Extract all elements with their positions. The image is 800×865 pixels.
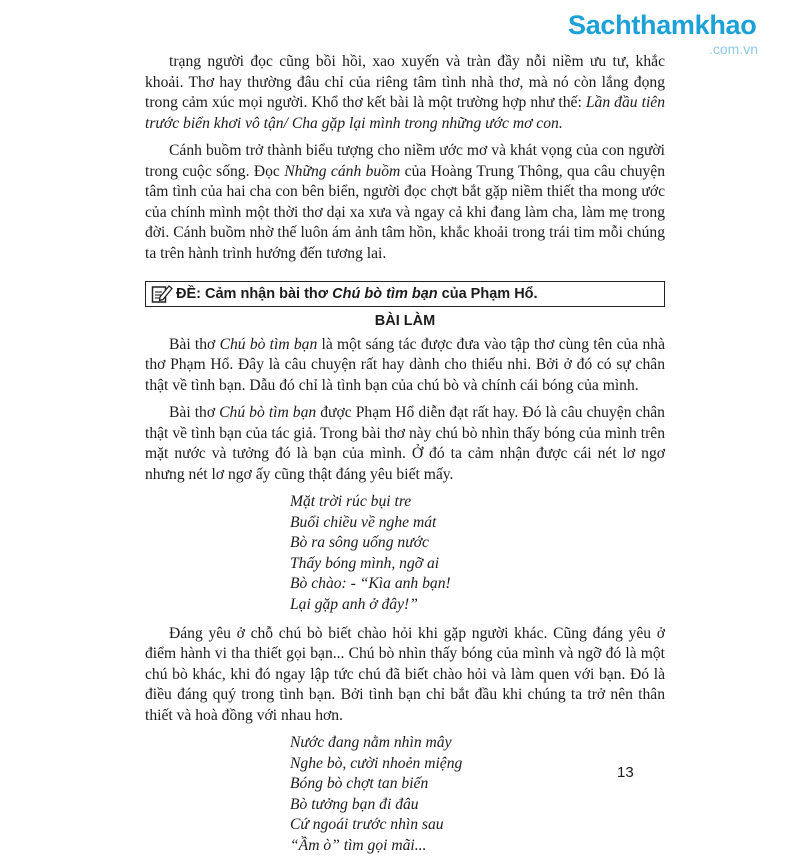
body-paragraph-1 — [145, 335, 665, 397]
body-p2-text-a: Bài thơ — [169, 404, 220, 421]
answer-heading: BÀI LÀM — [374, 313, 436, 329]
page-content — [145, 52, 665, 865]
body-p1-text-b: là một sáng tác được đưa vào tập thơ cùng tên của nhà thơ Phạm Hổ. Đây là câu chuyện rất hay dành cho thiếu nhi. Bởi ở đó có sự chân thật về tình bạn. Dẫu đó chỉ là tình bạn của chú bò và chính cái bóng của mình. — [145, 335, 665, 394]
logo-main-text: Sachthamkhao — [568, 10, 757, 40]
poem-line: Bò ra sông uống nước — [290, 534, 429, 552]
intro-paragraph-1 — [145, 52, 665, 134]
exam-prompt-title — [176, 284, 538, 305]
body-p1-poem-title: Chú bò tìm bạn — [219, 335, 318, 353]
intro-p1-text: trạng người đọc cũng bồi hồi, xao xuyến và tràn đầy nỗi niềm ưu tư, khắc khoải. Thơ hay thường đâu chỉ của riêng tâm tình nhà thơ, mà nó còn lắng đọng trong cảm xúc mọi người. Khổ thơ kết bài là một trường hợp như thế: — [145, 53, 665, 111]
exam-poem-title: Chú bò tìm bạn — [332, 285, 438, 302]
pencil-paper-icon — [148, 282, 176, 306]
body-p1-text-a: Bài thơ — [169, 335, 220, 353]
poem-line: Cứ ngoái trước nhìn sau — [290, 816, 444, 834]
intro-p1-quote: Lần đầu tiên trước biển khơi vô tận/ Cha gặp lại mình trong những ước mơ con. — [145, 94, 665, 132]
body-p2-poem-title: Chú bò tìm bạn — [219, 404, 317, 421]
poem-line: Nghe bò, cười nhoẻn miệng — [290, 754, 463, 772]
poem-excerpt-2 — [145, 733, 665, 857]
poem-line: Bò tưởng bạn đi đâu — [290, 795, 419, 813]
poem-line: Bò chào: - “Kìa anh bạn! — [290, 575, 451, 593]
exam-prefix: ĐỀ: Cảm nhận bài thơ — [176, 285, 333, 302]
intro-p2-text-a: Cánh buồm trở thành biểu tượng cho niềm ước mơ và khát vọng của con người trong cuộc sống. Đọc — [145, 142, 665, 180]
body-paragraph-2 — [145, 403, 665, 485]
intro-paragraph-2 — [145, 141, 665, 264]
intro-p2-work-title: Những cánh buồm — [284, 162, 401, 180]
exam-prompt-box — [145, 281, 665, 307]
poem-line: “Ầm ò” tìm gọi mãi... — [290, 837, 427, 855]
poem-excerpt-1 — [145, 492, 665, 616]
poem-line: Mặt trời rúc bụi tre — [290, 493, 412, 510]
poem-line: Bóng bò chợt tan biến — [290, 775, 429, 793]
poem-line: Nước đang nằm nhìn mây — [290, 734, 452, 752]
poem-line: Lại gặp anh ở đây!” — [290, 595, 418, 613]
poem-line: Thấy bóng mình, ngỡ ai — [290, 554, 440, 572]
body-p2-text-b: được Phạm Hổ diễn đạt rất hay. Đó là câu chuyện chân thật về tình bạn của tác giả. Trong bài thơ này chú bò nhìn thấy bóng của mình trên mặt nước và tưởng đó là bạn của mình. Ở đó ta cảm nhận được cái nét lơ ngơ nhưng nét lơ ngơ ấy cũng thật đáng yêu biết mấy. — [145, 404, 665, 483]
poem-line: Buổi chiều về nghe mát — [290, 513, 437, 531]
exam-suffix: của Phạm Hổ. — [437, 285, 538, 302]
page-number: 13 — [617, 764, 634, 781]
logo-domain-text: .com.vn — [709, 41, 759, 57]
body-paragraph-3: Đáng yêu ở chỗ chú bò biết chào hỏi khi gặp người khác. Cũng đáng yêu ở điểm hành vi tha thiết gọi bạn... Chú bò nhìn thấy bóng của mình và ngỡ đó là một chú bò khác, khi đó ngay lập tức chú đã biết chào hỏi và làm quen với bạn. Đó là điều đáng quý trong tình bạn. Bởi tình bạn chỉ bắt đầu khi chúng ta trở nên thân thiết và hoà đồng với nhau hơn. — [145, 624, 665, 724]
intro-p2-text-b: của Hoàng Trung Thông, qua câu chuyện tâm tình của hai cha con bên biển, người đọc chợt bắt gặp niềm thiết tha mong ước của chính mình một thời thơ dại xa xưa và ngay cả khi đang làm cha, làm mẹ trong đời. Cánh buồm nhờ thế luôn ám ảnh tâm hồn, khắc khoải trong trái tim mỗi chúng ta trên hành trình hướng đến tương lai. — [145, 162, 666, 262]
